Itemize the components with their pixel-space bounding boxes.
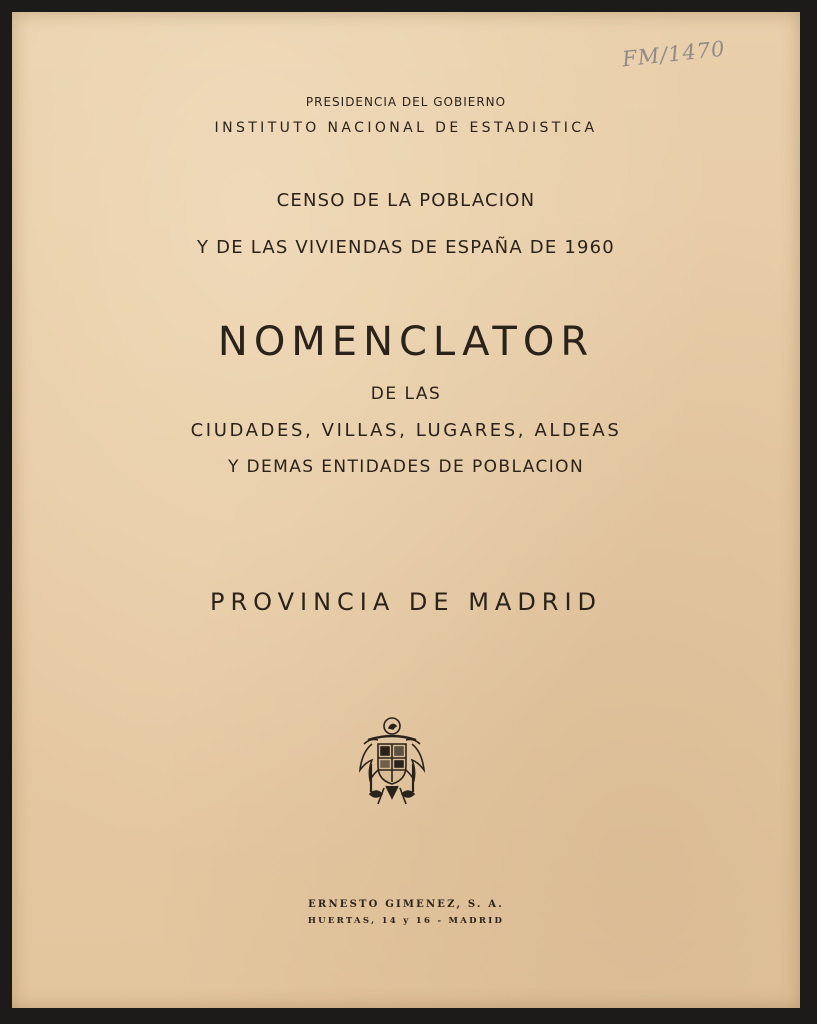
issuer-instituto: INSTITUTO NACIONAL DE ESTADISTICA [214, 120, 598, 136]
issuer-presidencia: PRESIDENCIA DEL GOBIERNO [305, 95, 507, 109]
document-cover [12, 12, 800, 1008]
printer-name: ERNESTO GIMENEZ, S. A. [308, 899, 504, 910]
spanish-coat-of-arms-icon [356, 714, 428, 808]
subtitle-line-1: DE LAS [370, 384, 442, 404]
subtitle-line-3: Y DEMAS ENTIDADES DE POBLACION [227, 457, 585, 477]
document-title: NOMENCLATOR [217, 319, 595, 365]
handwritten-catalog-code: FM/1470 [621, 36, 727, 72]
subtitle-line-2: CIUDADES, VILLAS, LUGARES, ALDEAS [190, 420, 622, 441]
census-title-line-2: Y DE LAS VIVIENDAS DE ESPAÑA DE 1960 [197, 237, 615, 258]
province-title: PROVINCIA DE MADRID [209, 588, 603, 616]
census-title-line-1: CENSO DE LA POBLACION [276, 190, 536, 211]
printer-address: HUERTAS, 14 y 16 - MADRID [307, 916, 505, 926]
